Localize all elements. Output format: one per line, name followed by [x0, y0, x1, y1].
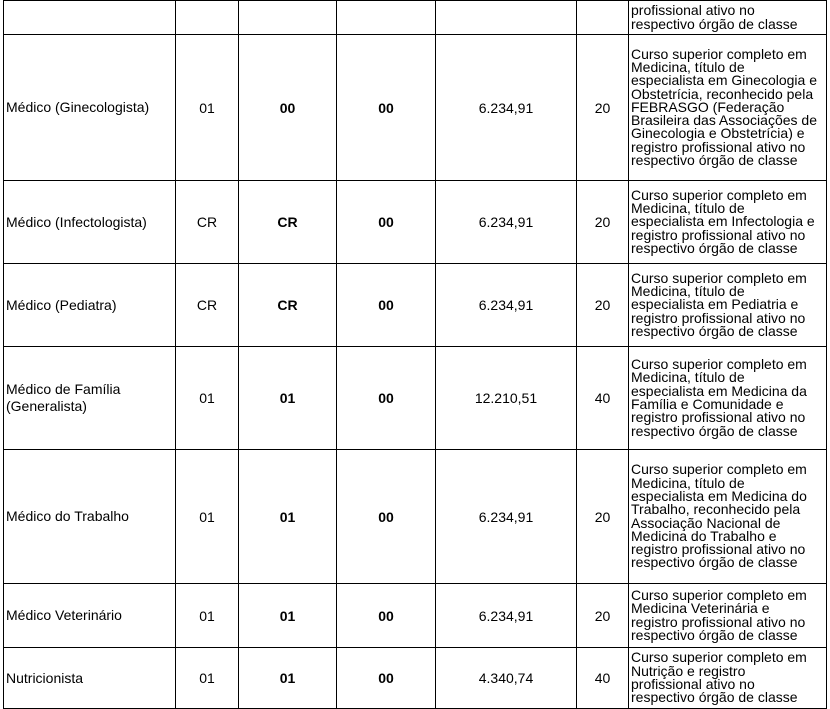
requisitos-line: registro profissional ativo no: [631, 226, 806, 243]
cell-vagas-c: 00: [337, 648, 436, 709]
cell-vagas-c: 00: [337, 264, 436, 347]
requisitos-line: Curso superior completo em: [631, 586, 807, 603]
requisitos-line: registro profissional ativo no: [631, 541, 806, 558]
cargo-line: Médico Veterinário: [6, 607, 122, 623]
requisitos-line: especialista em Infectologia e: [631, 213, 815, 230]
table-row: [4, 35, 827, 181]
cargo-line: (Generalista): [6, 398, 87, 414]
cell-cargo: [4, 648, 176, 709]
cell-cargo: [4, 584, 176, 648]
requisitos-line: respectivo órgão de classe: [631, 422, 798, 439]
cell-requisitos: [629, 35, 827, 181]
cell-requisitos: [629, 450, 827, 584]
cell-vagas-total: 01: [176, 584, 239, 648]
requisitos-line: especialista em Medicina da: [631, 382, 807, 399]
cell-vagas-b: 01: [239, 584, 337, 648]
cell-cargo: [4, 181, 176, 264]
requisitos-line: Medicina, título de: [631, 474, 745, 491]
cell-cargo: [4, 450, 176, 584]
cell-empty: [239, 1, 337, 35]
requisitos-line: respectivo órgão de classe: [631, 15, 798, 32]
cell-carga-horaria: 20: [577, 264, 629, 347]
cell-vagas-c: 00: [337, 35, 436, 181]
requisitos-line: Família e Comunidade e: [631, 396, 784, 412]
requisitos-line: Curso superior completo em: [631, 269, 807, 286]
cell-vagas-c: 00: [337, 450, 436, 584]
requisitos-line: Medicina, título de: [631, 58, 745, 75]
table-row: [4, 450, 827, 584]
requisitos-line: Nutrição e registro: [631, 662, 746, 679]
cell-vagas-c: 00: [337, 181, 436, 264]
requisitos-line: Curso superior completo em: [631, 461, 807, 478]
cargo-line: Nutricionista: [6, 669, 84, 686]
table-row: [4, 584, 827, 648]
cargo-line: Médico (Infectologista): [6, 213, 147, 230]
requisitos-line: Obstetrícia, reconhecido pela: [631, 85, 814, 102]
requisitos-line: Medicina, título de: [631, 283, 745, 300]
cell-empty: [176, 1, 239, 35]
cell-requisitos: [629, 648, 827, 709]
table-row: [4, 347, 827, 450]
requisitos-line: Curso superior completo em: [631, 649, 807, 666]
requisitos-line: respectivo órgão de classe: [631, 626, 798, 643]
cell-salario: 6.234,91: [436, 181, 577, 264]
cell-carga-horaria: 20: [577, 584, 629, 648]
cell-salario: 6.234,91: [436, 450, 577, 584]
cell-salario: 12.210,51: [436, 347, 577, 450]
cell-empty: [436, 1, 577, 35]
cargo-line: Médico (Pediatra): [6, 296, 117, 313]
requisitos-line: especialista em Ginecologia e: [631, 72, 817, 89]
requisitos-line: Curso superior completo em: [631, 186, 807, 203]
cell-requisitos: [629, 347, 827, 450]
requisitos-line: Associação Nacional de: [631, 514, 781, 531]
cell-vagas-b: 01: [239, 347, 337, 450]
requisitos-line: Ginecologia e Obstetrícia) e: [631, 125, 805, 142]
cell-vagas-b: 01: [239, 450, 337, 584]
cell-carga-horaria: 40: [577, 347, 629, 450]
cell-vagas-total: 01: [176, 648, 239, 709]
requisitos-line: profissional ativo no: [631, 2, 755, 19]
cell-cargo: [4, 35, 176, 181]
cargo-line: Médico (Ginecologista): [6, 99, 150, 115]
requisitos-line: registro profissional ativo no: [631, 409, 806, 426]
cell-vagas-c: 00: [337, 347, 436, 450]
cell-salario: 4.340,74: [436, 648, 577, 709]
cell-empty: [577, 1, 629, 35]
table-row: [4, 181, 827, 264]
cell-salario: 6.234,91: [436, 584, 577, 648]
requisitos-line: profissional ativo no: [631, 676, 755, 692]
requisitos-line: FEBRASGO (Federação: [631, 98, 785, 115]
cargo-line: Médico de Família: [6, 381, 121, 397]
requisitos-line: especialista em Medicina do: [631, 487, 807, 504]
cell-empty: [337, 1, 436, 35]
requisitos-line: registro profissional ativo no: [631, 613, 806, 630]
requisitos-line: Curso superior completo em: [631, 356, 807, 373]
requisitos-line: respectivo órgão de classe: [631, 689, 798, 706]
cell-vagas-total: CR: [176, 181, 239, 264]
requisitos-line: Medicina Veterinária e: [631, 600, 770, 617]
cell-vagas-b: 00: [239, 35, 337, 181]
table-row-continuation: [4, 1, 827, 35]
requisitos-line: registro profissional ativo no: [631, 309, 806, 326]
cell-empty: [4, 1, 176, 35]
cell-salario: 6.234,91: [436, 264, 577, 347]
requisitos-line: Brasileira das Associações de: [631, 112, 817, 129]
vacancies-table: [3, 0, 827, 709]
table-body: [4, 1, 827, 709]
requisitos-line: Curso superior completo em: [631, 45, 807, 62]
cell-vagas-total: 01: [176, 450, 239, 584]
requisitos-line: Medicina, título de: [631, 200, 745, 217]
cell-vagas-total: 01: [176, 35, 239, 181]
cell-cargo: [4, 347, 176, 450]
cell-vagas-b: 01: [239, 648, 337, 709]
cell-carga-horaria: 40: [577, 648, 629, 709]
requisitos-line: especialista em Pediatria e: [631, 296, 799, 313]
cell-carga-horaria: 20: [577, 450, 629, 584]
requisitos-line: Trabalho, reconhecido pela: [631, 501, 801, 518]
requisitos-line: Medicina do Trabalho e: [631, 527, 777, 544]
cargo-line: Médico do Trabalho: [6, 508, 129, 524]
table-row: [4, 648, 827, 709]
requisitos-line: respectivo órgão de classe: [631, 152, 798, 169]
cell-requisitos: [629, 264, 827, 347]
cell-carga-horaria: 20: [577, 35, 629, 181]
cell-vagas-total: CR: [176, 264, 239, 347]
requisitos-line: Medicina, título de: [631, 369, 745, 386]
cell-requisitos: [629, 181, 827, 264]
cell-vagas-b: CR: [239, 181, 337, 264]
requisitos-line: registro profissional ativo no: [631, 138, 806, 155]
requisitos-line: respectivo órgão de classe: [631, 239, 798, 256]
cell-salario: 6.234,91: [436, 35, 577, 181]
cell-cargo: [4, 264, 176, 347]
cell-requisitos: [629, 584, 827, 648]
cell-carga-horaria: 20: [577, 181, 629, 264]
requisitos-line: respectivo órgão de classe: [631, 322, 798, 339]
cell-vagas-b: CR: [239, 264, 337, 347]
requisitos-line: respectivo órgão de classe: [631, 554, 798, 571]
table-row: [4, 264, 827, 347]
cell-vagas-total: 01: [176, 347, 239, 450]
cell-requisitos: [629, 1, 827, 35]
cell-vagas-c: 00: [337, 584, 436, 648]
